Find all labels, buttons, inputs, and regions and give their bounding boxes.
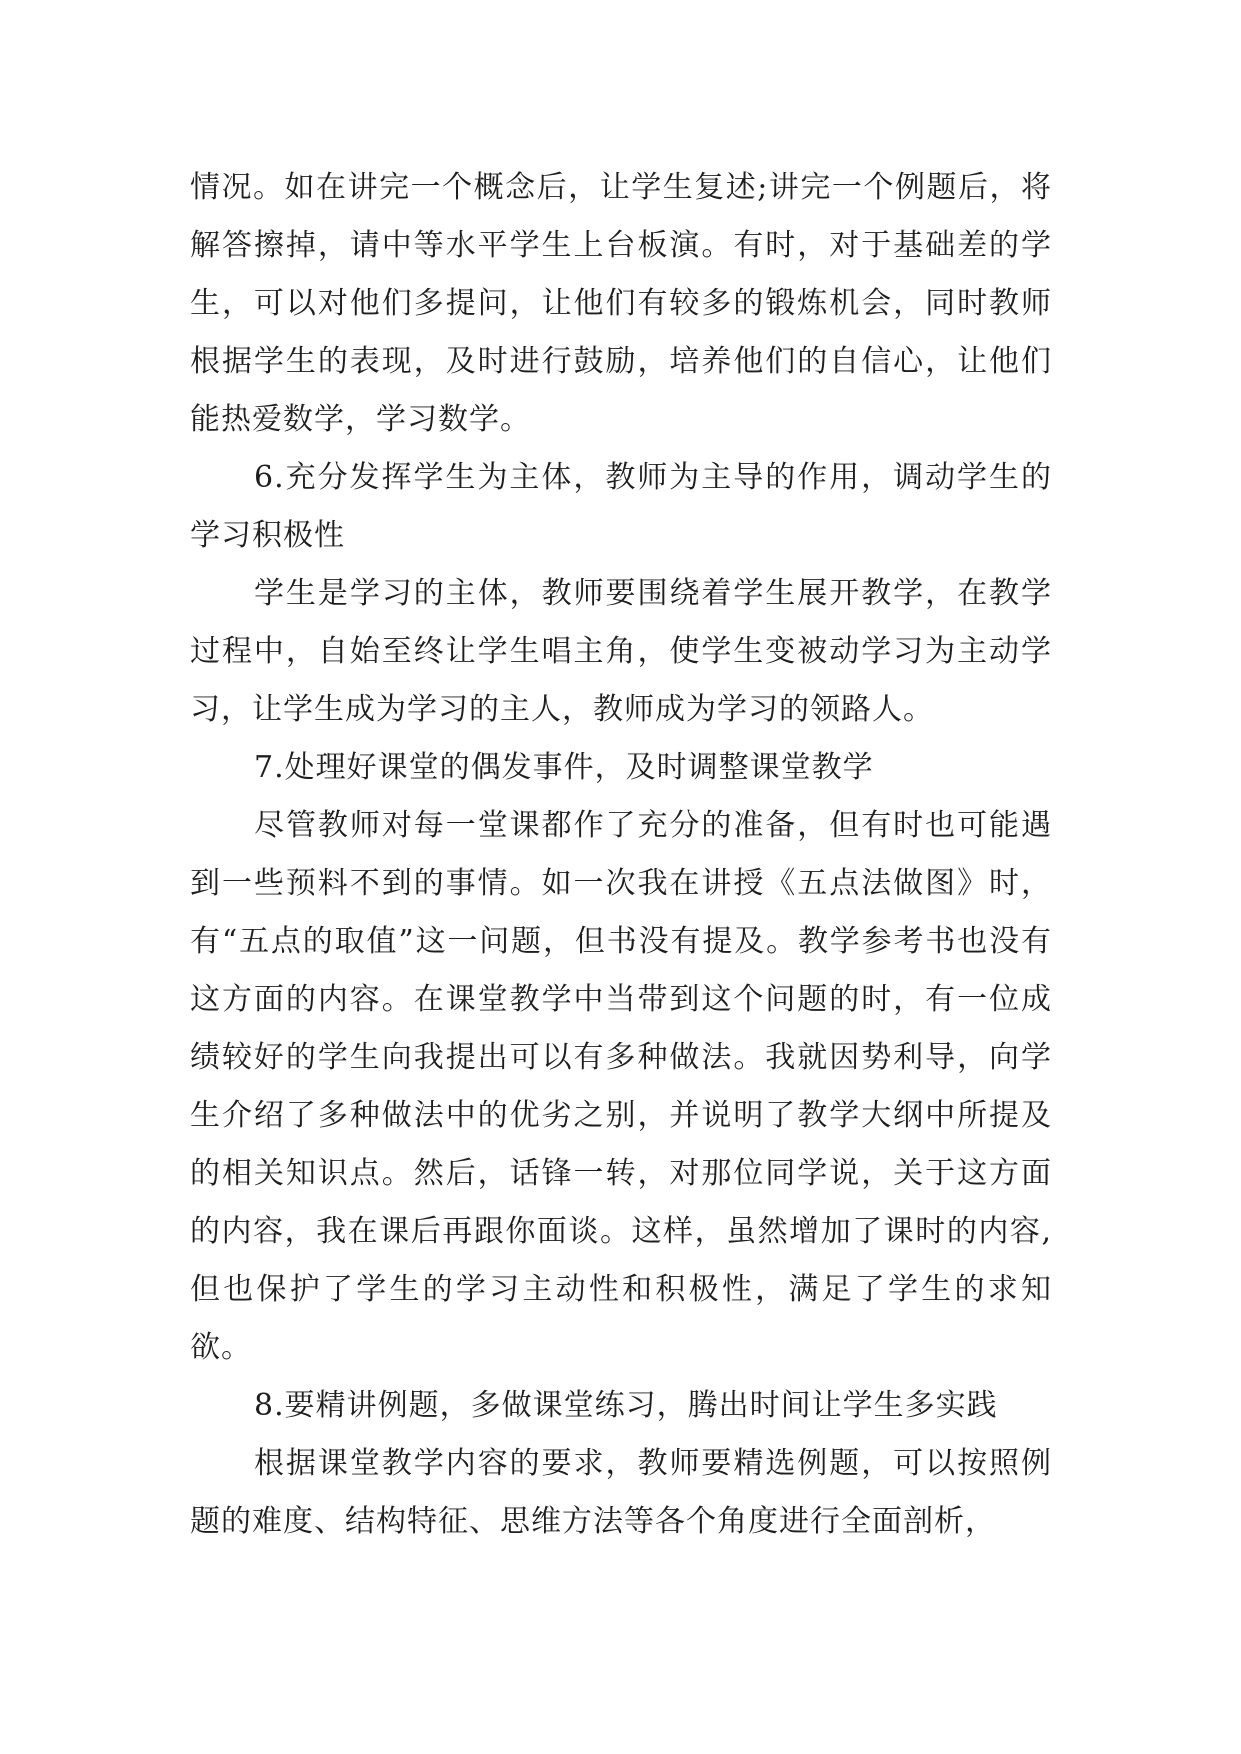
document-body [190,159,1052,1551]
paragraph-example-selection: 根据课堂教学内容的要求，教师要精选例题，可以按照例题的难度、结构特征、思维方法等各个角度进行全面剖析， [190,1446,1052,1539]
paragraph-continuation: 情况。如在讲完一个概念后，让学生复述;讲完一个例题后，将解答擦掉，请中等水平学生上台板演。有时，对于基础差的学生，可以对他们多提问，让他们有较多的锻炼机会，同时教师根据学生的表现，及时进行鼓励，培养他们的自信心，让他们能热爱数学，学习数学。 [190,170,1052,437]
section-heading-6: 6.充分发挥学生为主体，教师为主导的作用，调动学生的学习积极性 [190,460,1052,553]
section-heading-7: 7.处理好课堂的偶发事件，及时调整课堂教学 [254,750,874,785]
section-heading-8: 8.要精讲例题，多做课堂练习，腾出时间让学生多实践 [254,1388,998,1423]
paragraph-incidental-events: 尽管教师对每一堂课都作了充分的准备，但有时也可能遇到一些预料不到的事情。如一次我在讲授《五点法做图》时，有“五点的取值”这一问题，但书没有提及。教学参考书也没有这方面的内容。在课堂教学中当带到这个问题的时，有一位成绩较好的学生向我提出可以有多种做法。我就因势利导，向学生介绍了多种做法中的优劣之别，并说明了教学大纲中所提及的相关知识点。然后，话锋一转，对那位同学说，关于这方面的内容，我在课后再跟你面谈。这样，虽然增加了课时的内容,但也保护了学生的学习主动性和积极性，满足了学生的求知欲。 [190,808,1052,1365]
paragraph-student-subject: 学生是学习的主体，教师要围绕着学生展开教学，在教学过程中，自始至终让学生唱主角，使学生变被动学习为主动学习，让学生成为学习的主人，教师成为学习的领路人。 [190,576,1052,727]
